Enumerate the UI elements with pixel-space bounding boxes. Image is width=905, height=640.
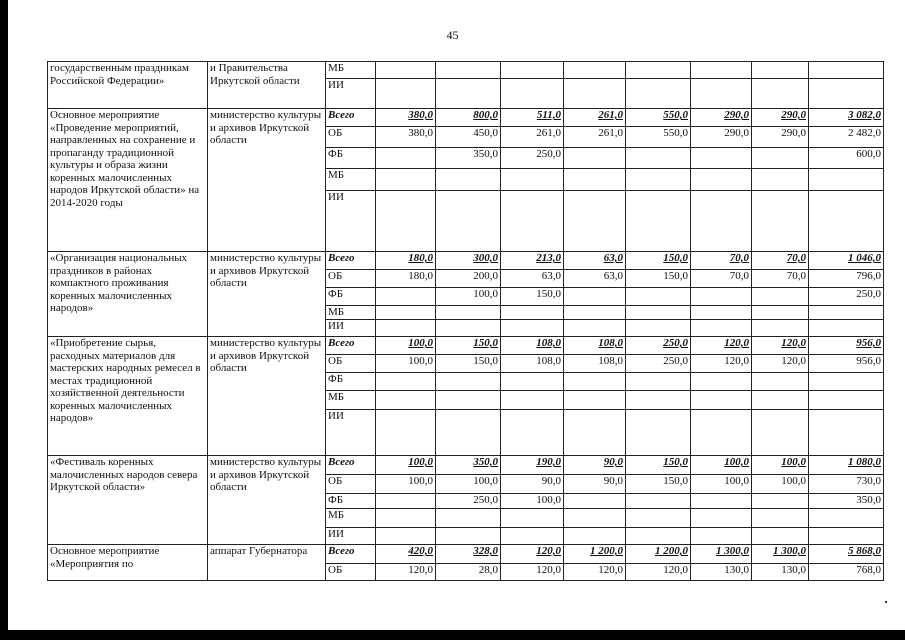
executor-name: министерство культуры и архивов Иркутской области <box>208 456 326 545</box>
funding-source: ОБ <box>326 127 376 148</box>
funding-source: ОБ <box>326 475 376 494</box>
amount-cell <box>752 320 809 337</box>
amount-cell: 250,0 <box>501 148 564 169</box>
funding-source: ОБ <box>326 270 376 288</box>
total-cell <box>809 306 884 320</box>
amount-cell: 120,0 <box>501 545 564 564</box>
amount-cell <box>626 288 691 306</box>
amount-cell: 261,0 <box>564 109 626 127</box>
amount-cell <box>752 306 809 320</box>
amount-cell: 420,0 <box>376 545 436 564</box>
total-cell: 250,0 <box>809 288 884 306</box>
activity-name: государственным праздникам Российской Федерации» <box>48 62 208 109</box>
amount-cell: 150,0 <box>436 337 501 355</box>
total-cell: 600,0 <box>809 148 884 169</box>
scan-speck <box>885 601 887 603</box>
amount-cell: 100,0 <box>436 475 501 494</box>
amount-cell: 290,0 <box>691 127 752 148</box>
funding-source: ФБ <box>326 373 376 391</box>
amount-cell: 70,0 <box>691 270 752 288</box>
amount-cell: 550,0 <box>626 109 691 127</box>
funding-source: МБ <box>326 391 376 410</box>
total-cell <box>809 62 884 79</box>
amount-cell <box>501 320 564 337</box>
amount-cell: 120,0 <box>691 337 752 355</box>
amount-cell: 350,0 <box>436 148 501 169</box>
amount-cell: 150,0 <box>626 252 691 270</box>
amount-cell <box>752 62 809 79</box>
amount-cell <box>501 509 564 528</box>
amount-cell <box>626 391 691 410</box>
total-cell: 3 082,0 <box>809 109 884 127</box>
amount-cell <box>376 320 436 337</box>
amount-cell: 100,0 <box>376 475 436 494</box>
amount-cell: 130,0 <box>691 564 752 581</box>
amount-cell <box>691 191 752 252</box>
amount-cell: 120,0 <box>376 564 436 581</box>
amount-cell <box>752 169 809 191</box>
amount-cell: 100,0 <box>691 456 752 475</box>
table-body <box>48 62 884 581</box>
amount-cell: 180,0 <box>376 252 436 270</box>
amount-cell: 250,0 <box>626 355 691 373</box>
funding-source: ФБ <box>326 148 376 169</box>
amount-cell: 213,0 <box>501 252 564 270</box>
funding-source: ИИ <box>326 528 376 545</box>
amount-cell: 290,0 <box>752 109 809 127</box>
total-cell: 1 080,0 <box>809 456 884 475</box>
amount-cell: 100,0 <box>376 337 436 355</box>
total-cell: 956,0 <box>809 355 884 373</box>
amount-cell <box>501 391 564 410</box>
amount-cell <box>436 373 501 391</box>
amount-cell <box>501 191 564 252</box>
executor-name: аппарат Губернатора <box>208 545 326 581</box>
amount-cell <box>752 410 809 456</box>
funding-source: ИИ <box>326 79 376 109</box>
amount-cell <box>436 79 501 109</box>
amount-cell <box>752 288 809 306</box>
funding-source: Всего <box>326 109 376 127</box>
amount-cell: 90,0 <box>501 475 564 494</box>
amount-cell <box>691 494 752 509</box>
amount-cell <box>501 410 564 456</box>
funding-source: ИИ <box>326 320 376 337</box>
amount-cell <box>376 391 436 410</box>
total-cell <box>809 391 884 410</box>
amount-cell: 120,0 <box>501 564 564 581</box>
amount-cell <box>376 169 436 191</box>
executor-name: министерство культуры и архивов Иркутской области <box>208 337 326 456</box>
total-cell <box>809 373 884 391</box>
total-cell: 796,0 <box>809 270 884 288</box>
amount-cell <box>626 528 691 545</box>
funding-source: ИИ <box>326 410 376 456</box>
amount-cell: 100,0 <box>376 355 436 373</box>
amount-cell <box>501 79 564 109</box>
amount-cell: 250,0 <box>626 337 691 355</box>
amount-cell: 1 300,0 <box>691 545 752 564</box>
amount-cell <box>564 509 626 528</box>
amount-cell <box>376 494 436 509</box>
amount-cell <box>626 494 691 509</box>
amount-cell: 63,0 <box>564 252 626 270</box>
amount-cell <box>376 528 436 545</box>
amount-cell: 120,0 <box>691 355 752 373</box>
amount-cell <box>691 509 752 528</box>
total-cell: 956,0 <box>809 337 884 355</box>
amount-cell: 200,0 <box>436 270 501 288</box>
amount-cell <box>626 148 691 169</box>
amount-cell <box>626 410 691 456</box>
funding-source: Всего <box>326 252 376 270</box>
amount-cell <box>752 191 809 252</box>
amount-cell <box>752 494 809 509</box>
total-cell: 2 482,0 <box>809 127 884 148</box>
amount-cell: 250,0 <box>436 494 501 509</box>
scan-edge-left <box>0 0 8 640</box>
amount-cell: 100,0 <box>376 456 436 475</box>
amount-cell <box>436 509 501 528</box>
amount-cell <box>436 191 501 252</box>
amount-cell: 120,0 <box>752 337 809 355</box>
amount-cell <box>564 320 626 337</box>
amount-cell: 1 300,0 <box>752 545 809 564</box>
amount-cell <box>436 410 501 456</box>
table-row <box>48 545 884 564</box>
amount-cell <box>564 288 626 306</box>
executor-name: министерство культуры и архивов Иркутской области <box>208 109 326 252</box>
amount-cell <box>376 62 436 79</box>
amount-cell <box>564 148 626 169</box>
amount-cell: 90,0 <box>564 456 626 475</box>
amount-cell: 70,0 <box>752 252 809 270</box>
funding-source: Всего <box>326 337 376 355</box>
table-row <box>48 337 884 355</box>
amount-cell <box>436 169 501 191</box>
funding-source: ФБ <box>326 494 376 509</box>
amount-cell <box>376 410 436 456</box>
amount-cell: 63,0 <box>501 270 564 288</box>
amount-cell <box>626 509 691 528</box>
funding-source: Всего <box>326 456 376 475</box>
amount-cell: 120,0 <box>626 564 691 581</box>
amount-cell: 150,0 <box>626 270 691 288</box>
amount-cell <box>564 169 626 191</box>
total-cell <box>809 410 884 456</box>
amount-cell <box>752 391 809 410</box>
amount-cell: 108,0 <box>501 337 564 355</box>
amount-cell <box>691 528 752 545</box>
total-cell <box>809 169 884 191</box>
amount-cell: 120,0 <box>752 355 809 373</box>
amount-cell <box>691 373 752 391</box>
amount-cell <box>564 306 626 320</box>
amount-cell: 130,0 <box>752 564 809 581</box>
amount-cell <box>376 191 436 252</box>
activity-name: Основное мероприятие «Мероприятия по <box>48 545 208 581</box>
amount-cell: 100,0 <box>501 494 564 509</box>
amount-cell: 150,0 <box>626 475 691 494</box>
amount-cell: 100,0 <box>752 456 809 475</box>
amount-cell: 290,0 <box>691 109 752 127</box>
amount-cell <box>501 62 564 79</box>
amount-cell <box>564 373 626 391</box>
activity-name: Основное мероприятие «Проведение мероприятий, направленных на сохранение и пропаганду традиционной культуры и образа жизни коренных малочисленных народов Иркутской области» на 2014-2020 годы <box>48 109 208 252</box>
amount-cell: 100,0 <box>691 475 752 494</box>
amount-cell <box>626 79 691 109</box>
total-cell <box>809 509 884 528</box>
amount-cell <box>691 148 752 169</box>
amount-cell: 90,0 <box>564 475 626 494</box>
amount-cell <box>626 62 691 79</box>
amount-cell: 261,0 <box>564 127 626 148</box>
amount-cell <box>564 191 626 252</box>
budget-table <box>47 61 884 581</box>
amount-cell: 108,0 <box>564 337 626 355</box>
amount-cell: 328,0 <box>436 545 501 564</box>
amount-cell <box>501 306 564 320</box>
executor-name: и Правительства Иркутской области <box>208 62 326 109</box>
amount-cell <box>691 306 752 320</box>
total-cell: 730,0 <box>809 475 884 494</box>
amount-cell <box>752 79 809 109</box>
table-row <box>48 109 884 127</box>
amount-cell: 63,0 <box>564 270 626 288</box>
amount-cell: 150,0 <box>501 288 564 306</box>
total-cell <box>809 191 884 252</box>
amount-cell <box>564 79 626 109</box>
total-cell: 5 868,0 <box>809 545 884 564</box>
amount-cell <box>691 320 752 337</box>
page-number: 45 <box>446 28 459 42</box>
amount-cell: 380,0 <box>376 127 436 148</box>
amount-cell <box>376 306 436 320</box>
table-row <box>48 456 884 475</box>
funding-source: ОБ <box>326 564 376 581</box>
amount-cell <box>376 288 436 306</box>
amount-cell <box>691 79 752 109</box>
amount-cell <box>501 528 564 545</box>
amount-cell: 800,0 <box>436 109 501 127</box>
amount-cell <box>376 79 436 109</box>
amount-cell <box>376 373 436 391</box>
activity-name: «Организация национальных праздников в районах компактного проживания коренных малочисленных народов» <box>48 252 208 337</box>
amount-cell <box>564 410 626 456</box>
table-row <box>48 62 884 79</box>
total-cell <box>809 320 884 337</box>
amount-cell <box>501 373 564 391</box>
funding-source: МБ <box>326 169 376 191</box>
amount-cell: 108,0 <box>564 355 626 373</box>
amount-cell <box>564 494 626 509</box>
amount-cell <box>626 191 691 252</box>
amount-cell: 28,0 <box>436 564 501 581</box>
scan-edge-bottom <box>0 630 905 640</box>
funding-source: МБ <box>326 62 376 79</box>
amount-cell <box>626 373 691 391</box>
amount-cell <box>436 528 501 545</box>
activity-name: «Фестиваль коренных малочисленных народов севера Иркутской области» <box>48 456 208 545</box>
amount-cell: 1 200,0 <box>626 545 691 564</box>
total-cell: 1 046,0 <box>809 252 884 270</box>
amount-cell: 150,0 <box>626 456 691 475</box>
amount-cell: 1 200,0 <box>564 545 626 564</box>
amount-cell: 120,0 <box>564 564 626 581</box>
amount-cell: 100,0 <box>752 475 809 494</box>
amount-cell <box>752 509 809 528</box>
amount-cell <box>376 509 436 528</box>
amount-cell: 261,0 <box>501 127 564 148</box>
amount-cell: 350,0 <box>436 456 501 475</box>
amount-cell <box>436 306 501 320</box>
table-row <box>48 252 884 270</box>
funding-source: ФБ <box>326 288 376 306</box>
amount-cell: 380,0 <box>376 109 436 127</box>
funding-source: МБ <box>326 306 376 320</box>
total-cell: 768,0 <box>809 564 884 581</box>
amount-cell <box>691 288 752 306</box>
amount-cell: 450,0 <box>436 127 501 148</box>
amount-cell: 70,0 <box>752 270 809 288</box>
amount-cell <box>376 148 436 169</box>
amount-cell: 100,0 <box>436 288 501 306</box>
total-cell <box>809 528 884 545</box>
total-cell <box>809 79 884 109</box>
amount-cell <box>564 528 626 545</box>
amount-cell <box>752 373 809 391</box>
amount-cell: 180,0 <box>376 270 436 288</box>
amount-cell <box>626 306 691 320</box>
funding-source: МБ <box>326 509 376 528</box>
amount-cell <box>564 391 626 410</box>
amount-cell: 300,0 <box>436 252 501 270</box>
amount-cell: 290,0 <box>752 127 809 148</box>
amount-cell <box>626 169 691 191</box>
total-cell: 350,0 <box>809 494 884 509</box>
funding-source: ОБ <box>326 355 376 373</box>
amount-cell <box>691 169 752 191</box>
amount-cell <box>564 62 626 79</box>
amount-cell <box>626 320 691 337</box>
funding-source: ИИ <box>326 191 376 252</box>
amount-cell <box>691 391 752 410</box>
activity-name: «Приобретение сырья, расходных материалов для мастерских народных ремесел в местах традиционной хозяйственной деятельности коренных малочисленных народов» <box>48 337 208 456</box>
amount-cell <box>436 62 501 79</box>
amount-cell <box>752 528 809 545</box>
amount-cell: 150,0 <box>436 355 501 373</box>
amount-cell: 70,0 <box>691 252 752 270</box>
executor-name: министерство культуры и архивов Иркутской области <box>208 252 326 337</box>
amount-cell <box>691 410 752 456</box>
amount-cell: 511,0 <box>501 109 564 127</box>
amount-cell <box>436 391 501 410</box>
amount-cell: 550,0 <box>626 127 691 148</box>
amount-cell <box>436 320 501 337</box>
amount-cell <box>752 148 809 169</box>
amount-cell <box>691 62 752 79</box>
amount-cell: 190,0 <box>501 456 564 475</box>
amount-cell: 108,0 <box>501 355 564 373</box>
funding-source: Всего <box>326 545 376 564</box>
amount-cell <box>501 169 564 191</box>
